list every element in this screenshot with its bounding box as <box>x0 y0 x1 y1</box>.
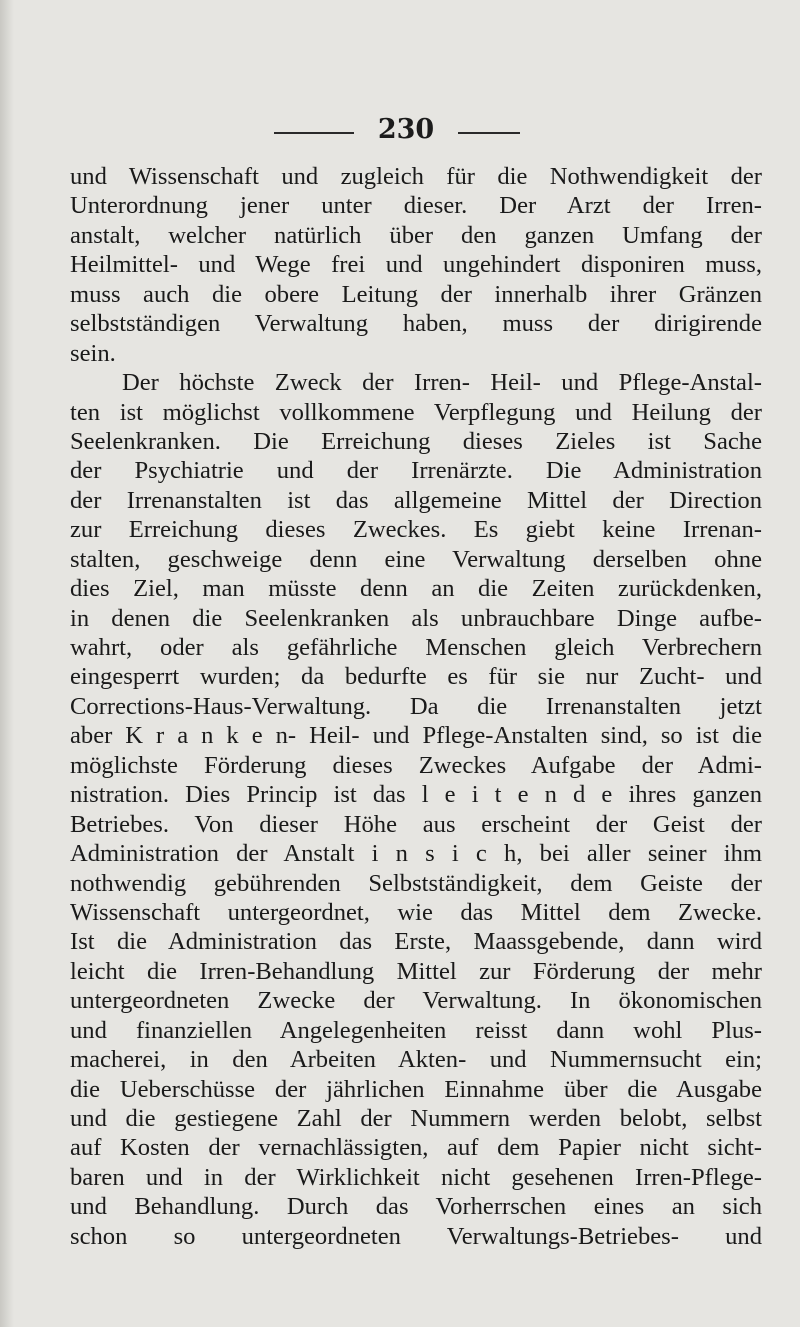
text-line: Wissenschaft untergeordnet, wie das Mittel dem Zwecke. <box>70 898 762 926</box>
text-line: Ist die Administration das Erste, Maassgebende, dann wird <box>70 928 762 956</box>
text-line: der Irrenanstalten ist das allgemeine Mittel der Direction <box>70 486 762 514</box>
text-line: untergeordneten Zwecke der Verwaltung. In ökonomischen <box>70 987 762 1015</box>
text-line: auf Kosten der vernachlässigten, auf dem Papier nicht sicht- <box>70 1134 762 1162</box>
text-line: macherei, in den Arbeiten Akten- und Nummernsucht ein; <box>70 1046 762 1074</box>
text-line: dies Ziel, man müsste denn an die Zeiten zurückdenken, <box>70 575 762 603</box>
text-line: möglichste Förderung dieses Zweckes Aufgabe der Admi- <box>70 751 762 779</box>
text-line: ten ist möglichst vollkommene Verpflegung und Heilung der <box>70 398 762 426</box>
text-line: anstalt, welcher natürlich über den ganzen Umfang der <box>70 221 762 249</box>
paragraph-start-line: Der höchste Zweck der Irren- Heil- und Pflege-Anstal- <box>122 369 762 397</box>
text-line: und Behandlung. Durch das Vorherrschen eines an sich <box>70 1193 762 1221</box>
text-line: und die gestiegene Zahl der Nummern werden belobt, selbst <box>70 1105 762 1132</box>
text-line: muss auch die obere Leitung der innerhalb ihrer Gränzen <box>70 280 762 308</box>
body-text <box>70 162 762 1251</box>
text-line: Corrections-Haus-Verwaltung. Da die Irrenanstalten jetzt <box>70 692 762 720</box>
header-rule-right <box>458 132 520 134</box>
page-header <box>0 110 800 150</box>
text-line: Heilmittel- und Wege frei und ungehindert disponiren muss, <box>70 251 762 279</box>
text-line: Seelenkranken. Die Erreichung dieses Zieles ist Sache <box>70 427 762 455</box>
page-gutter-shadow <box>0 0 14 1327</box>
text-line: nothwendig gebührenden Selbstständigkeit, dem Geiste der <box>70 869 762 897</box>
text-line: aber K r a n k e n- Heil- und Pflege-Anstalten sind, so ist die <box>70 722 762 750</box>
text-line: selbstständigen Verwaltung haben, muss der dirigirende <box>70 310 762 338</box>
text-line: in denen die Seelenkranken als unbrauchbare Dinge aufbe- <box>70 604 762 632</box>
text-line: schon so untergeordneten Verwaltungs-Betriebes- und <box>70 1222 762 1250</box>
page-number: 230 <box>377 114 435 145</box>
text-line: leicht die Irren-Behandlung Mittel zur Förderung der mehr <box>70 957 762 985</box>
text-line: sein. <box>70 339 116 367</box>
text-line: der Psychiatrie und der Irrenärzte. Die Administration <box>70 457 762 485</box>
text-line: die Ueberschüsse der jährlichen Einnahme über die Ausgabe <box>70 1075 762 1103</box>
text-line: zur Erreichung dieses Zweckes. Es giebt keine Irrenan- <box>70 516 762 544</box>
text-line: und Wissenschaft und zugleich für die Nothwendigkeit der <box>70 163 762 190</box>
text-line: eingesperrt wurden; da bedurfte es für sie nur Zucht- und <box>70 663 762 691</box>
header-rule-left <box>274 132 354 134</box>
text-line: stalten, geschweige denn eine Verwaltung derselben ohne <box>70 545 762 573</box>
text-line: wahrt, oder als gefährliche Menschen gleich Verbrechern <box>70 634 762 661</box>
text-line: und finanziellen Angelegenheiten reisst dann wohl Plus- <box>70 1016 762 1044</box>
text-line: Administration der Anstalt i n s i c h, bei aller seiner ihm <box>70 840 762 868</box>
text-line: Betriebes. Von dieser Höhe aus erscheint der Geist der <box>70 810 762 838</box>
text-line: nistration. Dies Princip ist das l e i t e n d e ihres ganzen <box>70 781 762 809</box>
text-line: Unterordnung jener unter dieser. Der Arzt der Irren- <box>70 192 762 220</box>
text-line: baren und in der Wirklichkeit nicht gesehenen Irren-Pflege- <box>70 1163 762 1191</box>
